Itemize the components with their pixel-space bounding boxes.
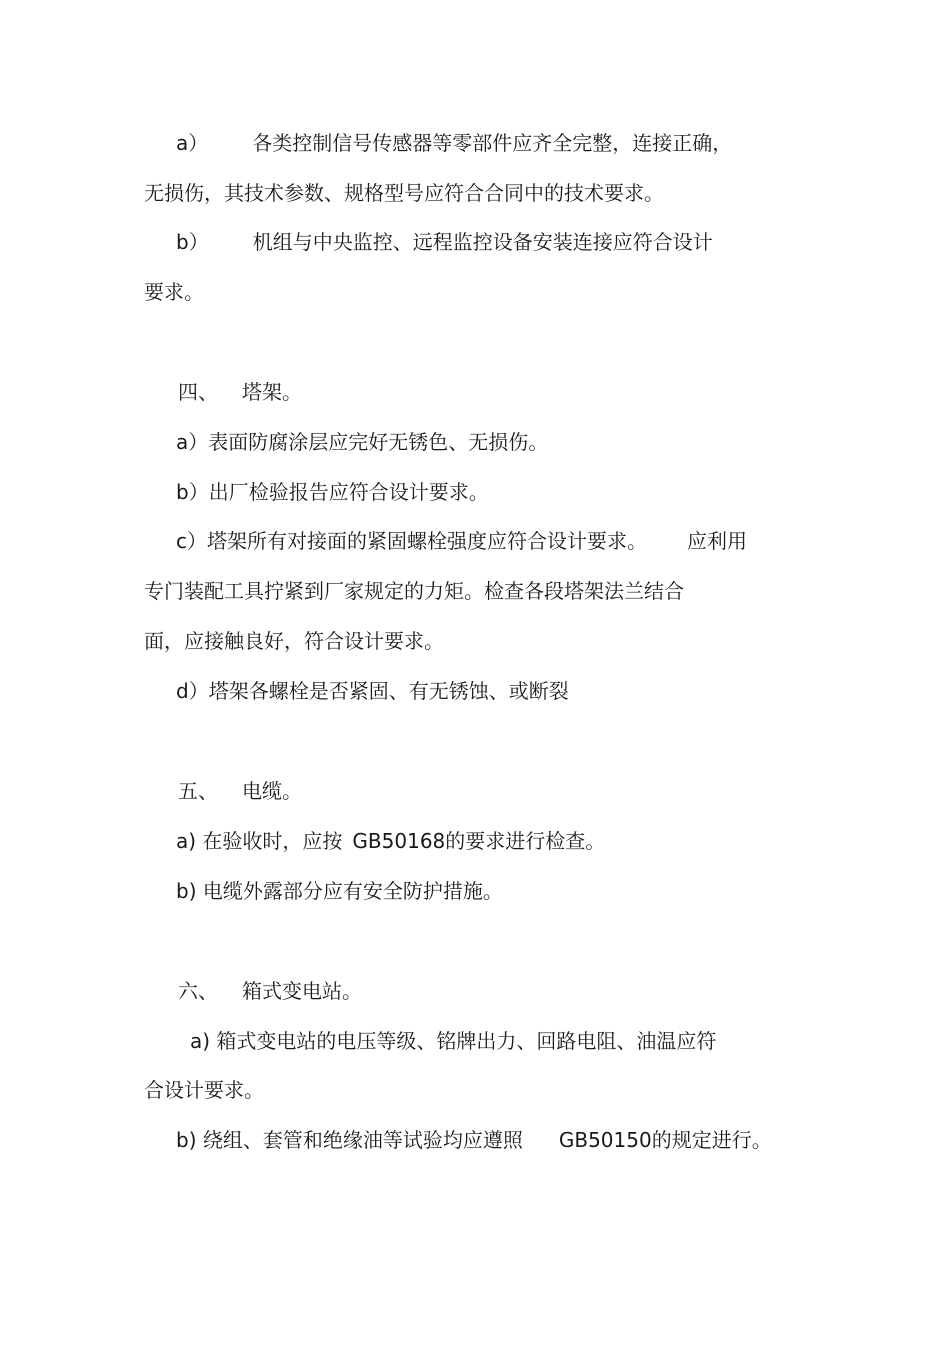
item-3a-line-1 [176,131,732,155]
item-3b-line-1 [176,230,713,254]
item-6a-line-2: 合设计要求。 [144,1078,264,1102]
item-6a-line-1: a) 箱式变电站的电压等级、铭牌出力、回路电阻、油温应符 [190,1029,717,1053]
section-6-title: 箱式变电站。 [242,979,362,1003]
item-4d: d）塔架各螺栓是否紧固、有无锈蚀、或断裂 [176,679,569,703]
item-5a-text-tail: 的要求进行检查。 [445,829,606,853]
item-6b-text: b) 绕组、套管和绝缘油等试验均应遵照 [176,1128,523,1152]
item-4c-text-tail: 应利用 [687,529,747,553]
section-5-title: 电缆。 [242,779,302,803]
section-4-title: 塔架。 [242,380,302,404]
item-6b-code: GB50150 [558,1128,652,1152]
item-3b-text: 机组与中央监控、远程监控设备安装连接应符合设计 [252,230,713,254]
item-4c-line-3: 面，应接触良好，符合设计要求。 [144,629,444,653]
item-4c-line-1 [176,529,747,553]
item-3a-line-2: 无损伤，其技术参数、规格型号应符合合同中的技术要求。 [144,181,664,205]
item-4c-text: c）塔架所有对接面的紧固螺栓强度应符合设计要求。 [176,529,647,553]
section-4-number: 四、 [178,380,218,404]
section-5-number: 五、 [178,779,218,803]
item-5a-code: GB50168 [352,829,446,853]
section-6-number: 六、 [178,979,218,1003]
item-4a: a）表面防腐涂层应完好无锈色、无损伤。 [176,430,549,454]
item-3a-label: a） [176,131,209,155]
section-5-heading [178,779,302,803]
item-4c-line-2: 专门装配工具拧紧到厂家规定的力矩。检查各段塔架法兰结合 [144,579,684,603]
section-4-heading [178,380,302,404]
item-5a-text: a) 在验收时，应按 [176,829,343,853]
item-4b: b）出厂检验报告应符合设计要求。 [176,480,489,504]
item-3b-label: b） [176,230,209,254]
item-3b-line-2: 要求。 [144,280,204,304]
item-3a-text: 各类控制信号传感器等零部件应齐全完整，连接正确， [252,131,733,155]
item-6b [176,1128,772,1152]
item-5a [176,829,605,853]
section-6-heading [178,979,362,1003]
item-6b-text-tail: 的规定进行。 [651,1128,772,1152]
item-5b: b) 电缆外露部分应有安全防护措施。 [176,879,503,903]
